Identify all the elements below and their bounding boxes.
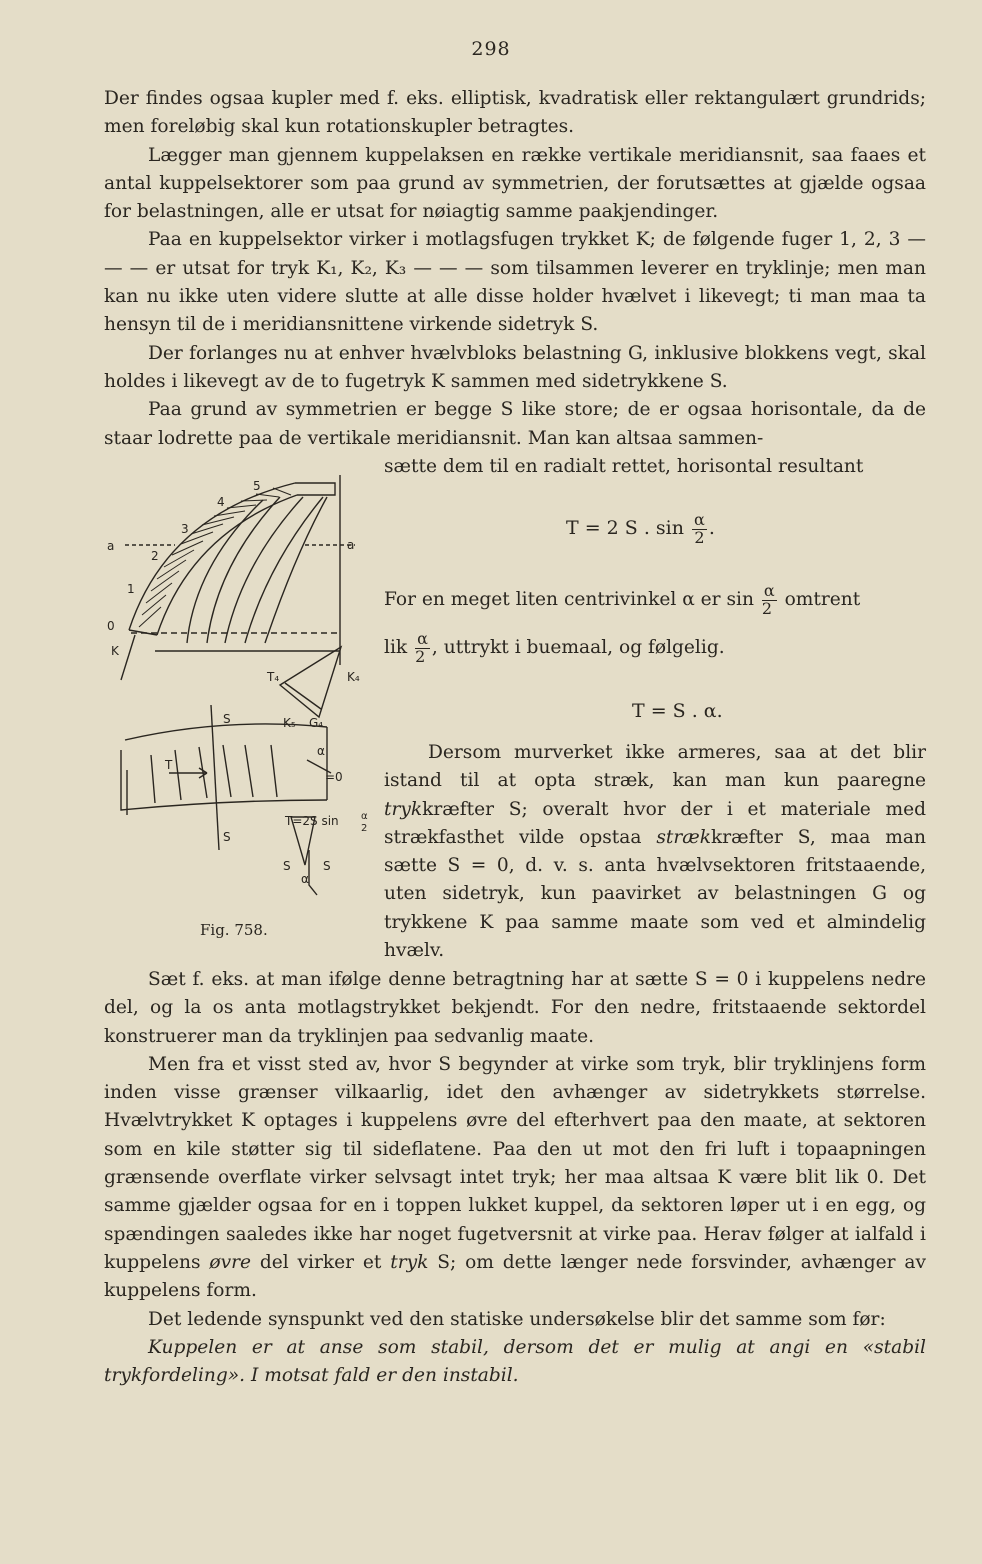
svg-text:a: a (107, 539, 115, 553)
svg-text:α: α (361, 811, 368, 822)
svg-text:4: 4 (217, 495, 225, 509)
paragraph-small-angle-2: lik $\frac{\alpha}{2}$ , uttrykt i buemaal, og følgelig. (384, 629, 725, 666)
svg-text:2: 2 (361, 823, 368, 834)
svg-text:1: 1 (127, 582, 135, 596)
svg-text:K₅: K₅ (283, 716, 296, 730)
svg-text:α: α (301, 872, 309, 886)
svg-text:S: S (223, 830, 231, 844)
equation-t-2s: T = 2 S . sin $\frac{\alpha}{2}$ . (566, 510, 715, 547)
paragraph-small-angle: For en meget liten centrivinkel α er sin $\frac{\alpha}{2}$ omtrent (384, 581, 861, 618)
paragraph-symmetri: Paa grund av symmetrien er begge S like store; de er ogsaa horisontale, da de staar lodrette paa de vertikale meridiansnit. Man kan altsaa sammen- (104, 399, 926, 449)
meridian-3 (225, 497, 303, 643)
paragraph-resultant: sætte dem til en radialt rettet, horisontal resultant (384, 456, 864, 477)
svg-text:2: 2 (151, 549, 159, 563)
svg-text:5: 5 (253, 479, 261, 493)
sector-axis (211, 705, 219, 850)
svg-text:G₄: G₄ (309, 716, 324, 730)
text-resultant (384, 453, 926, 481)
text-armering (384, 739, 926, 965)
paragraph-armering: Dersom murverket ikke armeres, saa at det blir istand til at opta stræk, kan man kun paaregne trykkræfter S; overalt hvor der i et materiale med strækfasthet vilde opstaa strækkræfter S, maa man sætte S = 0, d. v. s. anta hvælvsektoren fritstaaende, uten sidetryk, kun paavirket av belastningen G og trykkene K paa samme maate som ved et almindelig hvælv. (384, 742, 926, 962)
svg-text:a: a (347, 538, 355, 552)
svg-text:S: S (223, 712, 231, 726)
svg-text:T₄: T₄ (267, 670, 280, 684)
paragraph-intro: Der findes ogsaa kupler med f. eks. elliptisk, kvadratisk eller rektangulært grundrids; men foreløbig skal kun rotationskupler betragtes. (104, 88, 926, 138)
meridian-2 (207, 497, 280, 643)
figure-caption: Fig. 758. (200, 921, 268, 939)
figure-758 (95, 455, 385, 945)
paragraph-s-zero: Sæt f. eks. at man ifølge denne betragtning har at sætte S = 0 i kuppelens nedre del, og la os anta motlagstrykket bekjendt. For den nedre, fritstaaende sektordel konstruerer man da tryklinjen paa sedvanlig maate. (104, 969, 926, 1047)
equation-t-s-alpha: T = S . α. (632, 700, 723, 722)
paragraph-synspunkt: Det ledende synspunkt ved den statiske undersøkelse blir det samme som før: (148, 1308, 886, 1330)
svg-text:S: S (283, 859, 291, 873)
paragraph-s-tryk: Men fra et visst sted av, hvor S begynder at virke som tryk, blir tryklinjens form inden visse grænser vilkaarlig, idet den avhænger av sidetrykkets størrelse. Hvælvtrykket K optages i kuppelens øvre del efterhvert paa den maate, at sektoren som en kile støtter sig til sideflatene. Paa den ut mot den fri luft i topaapningen grænsende overflate virker selvsagt intet tryk; her maa altsaa K være blit lik 0. Det samme gjælder ogsaa for en i toppen lukket kuppel, da sektoren løper ut i en egg, og spændingen saaledes ikke har noget fugetversnit at virke paa. Herav følger at ialfald i kuppelens øvre del virker et tryk S; om dette længer nede forsvinder, avhænger av kuppelens form. (104, 1053, 926, 1302)
svg-text:K₄: K₄ (347, 670, 360, 684)
svg-text:0: 0 (107, 619, 115, 633)
svg-text:T: T (165, 758, 173, 772)
dome-top-block (295, 483, 335, 495)
svg-text:K: K (111, 644, 119, 658)
svg-text:3: 3 (181, 522, 189, 536)
paragraph-belastning: Der forlanges nu at enhver hvælvbloks belastning G, inklusive blokkens vegt, skal holdes i likevegt av de to fugetryk K sammen med sidetrykkene S. (104, 342, 926, 392)
svg-text:=0: =0 (325, 770, 343, 784)
svg-text:T=2S sin: T=2S sin (285, 814, 339, 828)
paragraph-kuppelsektor: Paa en kuppelsektor virker i motlagsfugen trykket K; de følgende fuger 1, 2, 3 — — — er utsat for tryk K₁, K₂, K₃ — — — som tilsammen leverer en tryklinje; men man kan nu ikke uten videre slutte at alle disse holder hvælvet i likevegt; ti man maa ta hensyn til de i meridiansnittene virkende sidetryk S. (104, 229, 926, 336)
paragraph-stabil: Kuppelen er at anse som stabil, dersom det er mulig at angi en «stabil trykfordeling». I motsat fald er den instabil. (104, 1336, 926, 1387)
text-block-top (104, 85, 926, 453)
sector-outer (125, 724, 327, 740)
page-number: 298 (471, 38, 511, 60)
paragraph-meridian: Lægger man gjennem kuppelaksen en række vertikale meridiansnit, saa faaes et antal kuppelsektorer som paa grund av symmetrien, der forutsættes at gjælde ogsaa for belastningen, alle er utsat for nøiagtig samme paakjendinger. (104, 144, 926, 223)
svg-text:S: S (323, 859, 331, 873)
svg-text:α: α (317, 744, 325, 758)
text-block-bottom (104, 966, 926, 1390)
text-small-angle (384, 583, 926, 665)
fraction-alpha-half: $\frac{\alpha}{2}$ (694, 510, 705, 547)
force-polygon (280, 647, 341, 717)
